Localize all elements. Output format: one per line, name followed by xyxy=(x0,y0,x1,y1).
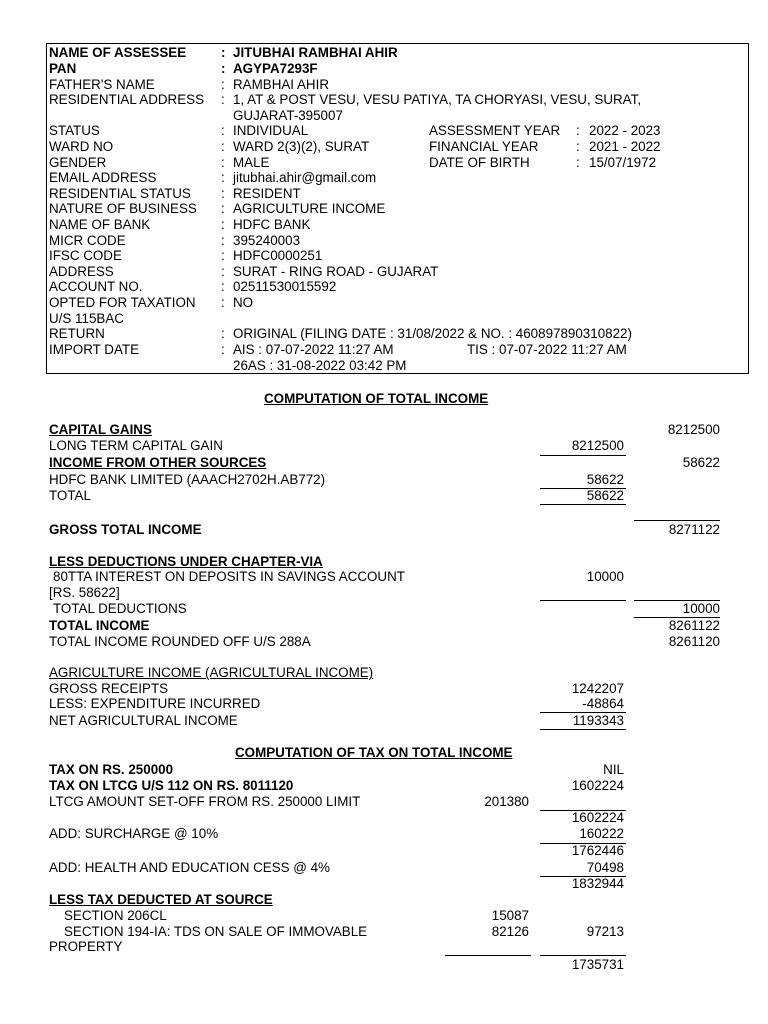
net-agri-label: NET AGRICULTURAL INCOME xyxy=(49,713,238,728)
fy-value: 2021 - 2022 xyxy=(589,139,661,154)
divider xyxy=(540,504,626,505)
divider xyxy=(540,955,626,956)
ltcg-tax-value: 1602224 xyxy=(571,778,624,793)
gender-value: MALE xyxy=(233,155,270,170)
ifsc-value: HDFC0000251 xyxy=(233,248,323,263)
subtotal-2: 1762446 xyxy=(571,843,624,858)
bank-address-label: ADDRESS xyxy=(49,264,114,279)
expenditure-amount: -48864 xyxy=(582,696,624,711)
return-value: ORIGINAL (FILING DATE : 31/08/2022 & NO. : 460897890310822) xyxy=(233,326,632,341)
micr-label: MICR CODE xyxy=(49,233,126,248)
subtotal-1: 1602224 xyxy=(571,810,624,825)
colon: : xyxy=(221,201,225,216)
bank-value: HDFC BANK xyxy=(233,217,311,232)
hdfc-interest-label: HDFC BANK LIMITED (AAACH2702H.AB772) xyxy=(49,472,326,487)
assessee-name: JITUBHAI RAMBHAI AHIR xyxy=(233,45,398,60)
tds-total: 97213 xyxy=(586,924,624,939)
account-label: ACCOUNT NO. xyxy=(49,279,143,294)
sec206-value: 15087 xyxy=(491,908,529,923)
colon: : xyxy=(221,295,225,310)
gross-receipts-label: GROSS RECEIPTS xyxy=(49,681,169,696)
return-label: RETURN xyxy=(49,326,105,341)
total-deductions-label: TOTAL DEDUCTIONS xyxy=(53,601,187,616)
colon: : xyxy=(576,139,580,154)
ay-value: 2022 - 2023 xyxy=(589,123,661,138)
dob-label: DATE OF BIRTH xyxy=(429,155,530,170)
colon: : xyxy=(221,123,225,138)
email-value: jitubhai.ahir@gmail.com xyxy=(233,170,377,185)
total-income-amount: 8261122 xyxy=(668,618,720,633)
opted-label: OPTED FOR TAXATION xyxy=(49,295,196,310)
ltcg-label: LONG TERM CAPITAL GAIN xyxy=(49,438,223,453)
colon: : xyxy=(221,233,225,248)
colon: : xyxy=(221,264,225,279)
sec206-label: SECTION 206CL xyxy=(64,908,167,923)
divider xyxy=(445,955,531,956)
tax-250000-value: NIL xyxy=(603,762,624,777)
business-label: NATURE OF BUSINESS xyxy=(49,201,197,216)
ay-label: ASSESSMENT YEAR xyxy=(429,123,561,138)
colon: : xyxy=(221,326,225,341)
colon: : xyxy=(221,155,225,170)
tis-date: TIS : 07-07-2022 11:27 AM xyxy=(467,342,627,357)
father-value: RAMBHAI AHIR xyxy=(233,77,329,92)
colon: : xyxy=(221,61,226,76)
status-label: STATUS xyxy=(49,123,100,138)
tax-250000-label: TAX ON RS. 250000 xyxy=(49,762,174,777)
agriculture-heading: AGRICULTURE INCOME (AGRICULTURAL INCOME) xyxy=(49,665,374,680)
bank-address-value: SURAT - RING ROAD - GUJARAT xyxy=(233,264,439,279)
rounded-amount: 8261120 xyxy=(668,634,720,649)
other-total-label: TOTAL xyxy=(49,488,91,503)
80tta-label: 80TTA INTEREST ON DEPOSITS IN SAVINGS ACCOUNT xyxy=(53,569,405,584)
surcharge-value: 160222 xyxy=(579,826,624,841)
other-total-amount: 58622 xyxy=(586,488,624,503)
status-value: INDIVIDUAL xyxy=(233,123,309,138)
colon: : xyxy=(221,279,225,294)
final-tax-total: 1735731 xyxy=(571,957,624,972)
capital-gains-total: 8212500 xyxy=(667,422,720,437)
fy-label: FINANCIAL YEAR xyxy=(429,139,539,154)
subtotal-3: 1832944 xyxy=(571,876,624,891)
hdfc-interest-amount: 58622 xyxy=(586,472,624,487)
ais-date: AIS : 07-07-2022 11:27 AM xyxy=(233,342,394,357)
setoff-value: 201380 xyxy=(484,794,529,809)
sec194-label: SECTION 194-IA: TDS ON SALE OF IMMOVABLE xyxy=(64,924,368,939)
ifsc-label: IFSC CODE xyxy=(49,248,122,263)
ward-value: WARD 2(3)(2), SURAT xyxy=(233,139,370,154)
father-label: FATHER'S NAME xyxy=(49,77,155,92)
colon: : xyxy=(221,170,225,185)
capital-gains-heading: CAPITAL GAINS xyxy=(49,422,152,437)
expenditure-label: LESS: EXPENDITURE INCURRED xyxy=(49,696,261,711)
colon: : xyxy=(221,248,225,263)
gross-total-amount: 8271122 xyxy=(668,522,720,537)
import-label: IMPORT DATE xyxy=(49,342,140,357)
total-income-label: TOTAL INCOME xyxy=(49,618,150,633)
tax-section-title: COMPUTATION OF TAX ON TOTAL INCOME xyxy=(235,745,513,760)
other-sources-total: 58622 xyxy=(682,455,720,470)
ltcg-amount: 8212500 xyxy=(571,438,624,453)
divider xyxy=(634,520,720,521)
colon: : xyxy=(221,45,226,60)
ward-label: WARD NO xyxy=(49,139,114,154)
setoff-label: LTCG AMOUNT SET-OFF FROM RS. 250000 LIMIT xyxy=(49,794,361,809)
colon: : xyxy=(576,155,580,170)
address-line2: GUJARAT-395007 xyxy=(233,108,343,123)
26as-date: 26AS : 31-08-2022 03:42 PM xyxy=(233,358,407,373)
colon: : xyxy=(221,186,225,201)
sec194-value: 82126 xyxy=(491,924,529,939)
income-section-title: COMPUTATION OF TOTAL INCOME xyxy=(264,391,489,406)
80tta-label-line2: [RS. 58622] xyxy=(49,585,120,600)
rounded-label: TOTAL INCOME ROUNDED OFF U/S 288A xyxy=(49,634,311,649)
opted-label-line2: U/S 115BAC xyxy=(49,311,124,326)
business-value: AGRICULTURE INCOME xyxy=(233,201,386,216)
divider xyxy=(540,600,626,601)
colon: : xyxy=(221,342,225,357)
gender-label: GENDER xyxy=(49,155,107,170)
bank-label: NAME OF BANK xyxy=(49,217,151,232)
80tta-amount: 10000 xyxy=(586,569,624,584)
account-value: 02511530015592 xyxy=(233,279,337,294)
colon: : xyxy=(221,139,225,154)
other-sources-heading: INCOME FROM OTHER SOURCES xyxy=(49,455,267,470)
cess-label: ADD: HEALTH AND EDUCATION CESS @ 4% xyxy=(49,860,330,875)
res-status-value: RESIDENT xyxy=(233,186,301,201)
divider xyxy=(540,455,626,456)
colon: : xyxy=(221,92,225,107)
total-deductions-amount: 10000 xyxy=(682,601,720,616)
opted-value: NO xyxy=(233,295,254,310)
tds-heading: LESS TAX DEDUCTED AT SOURCE xyxy=(49,892,273,907)
micr-value: 395240003 xyxy=(233,233,301,248)
colon: : xyxy=(221,77,225,92)
cess-value: 70498 xyxy=(586,860,624,875)
email-label: EMAIL ADDRESS xyxy=(49,170,157,185)
colon: : xyxy=(221,217,225,232)
ltcg-tax-label: TAX ON LTCG U/S 112 ON RS. 8011120 xyxy=(49,778,294,793)
pan-value: AGYPA7293F xyxy=(233,61,318,76)
gross-receipts-amount: 1242207 xyxy=(571,681,624,696)
colon: : xyxy=(576,123,580,138)
deductions-heading: LESS DEDUCTIONS UNDER CHAPTER-VIA xyxy=(49,554,323,569)
address-label: RESIDENTIAL ADDRESS xyxy=(49,92,205,107)
surcharge-label: ADD: SURCHARGE @ 10% xyxy=(49,826,219,841)
gross-total-label: GROSS TOTAL INCOME xyxy=(49,522,202,537)
divider xyxy=(540,729,626,730)
net-agri-amount: 1193343 xyxy=(572,713,624,728)
address-line1: 1, AT & POST VESU, VESU PATIYA, TA CHORYASI, VESU, SURAT, xyxy=(233,92,642,107)
dob-value: 15/07/1972 xyxy=(589,155,657,170)
res-status-label: RESIDENTIAL STATUS xyxy=(49,186,191,201)
pan-label: PAN xyxy=(49,61,77,76)
sec194-label-line2: PROPERTY xyxy=(49,939,123,954)
name-label: NAME OF ASSESSEE xyxy=(49,45,187,60)
